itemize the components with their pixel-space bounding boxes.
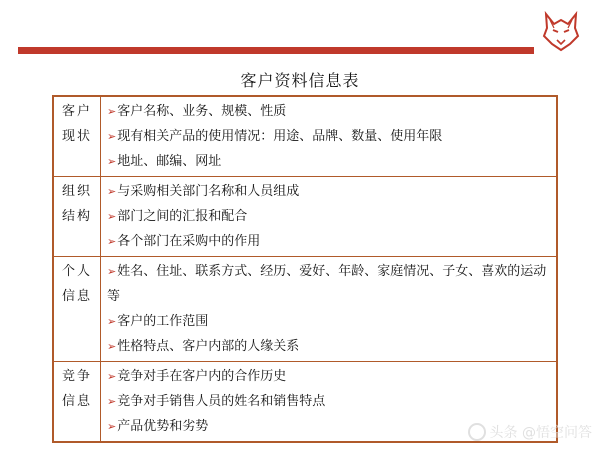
category-cell [53, 177, 101, 257]
toutiao-logo-icon [468, 423, 486, 441]
items-cell [101, 177, 558, 257]
category-label: 组织 [61, 184, 92, 199]
arrow-bullet-icon: ➢ [107, 340, 117, 353]
list-item: ➢竞争对手销售人员的姓名和销售特点 [107, 394, 326, 409]
arrow-bullet-icon: ➢ [107, 395, 117, 408]
arrow-bullet-icon: ➢ [107, 420, 117, 433]
header-bar [18, 47, 534, 54]
arrow-bullet-icon: ➢ [107, 235, 117, 248]
category-label: 信息 [61, 289, 92, 304]
list-item: ➢地址、邮编、网址 [107, 154, 222, 169]
arrow-bullet-icon: ➢ [107, 105, 117, 118]
list-item: ➢各个部门在采购中的作用 [107, 234, 261, 249]
arrow-bullet-icon: ➢ [107, 155, 117, 168]
list-item: ➢与采购相关部门名称和人员组成 [107, 184, 300, 199]
category-label: 竞争 [61, 369, 92, 384]
list-item: ➢客户的工作范围 [107, 314, 209, 329]
arrow-bullet-icon: ➢ [107, 370, 117, 383]
arrow-bullet-icon: ➢ [107, 210, 117, 223]
arrow-bullet-icon: ➢ [107, 265, 117, 278]
category-label: 信息 [61, 394, 92, 409]
category-label: 结构 [61, 209, 92, 224]
category-cell [53, 362, 101, 443]
table-row [53, 177, 557, 257]
table-row [53, 96, 557, 177]
category-label: 现状 [61, 129, 92, 144]
page-title: 客户资料信息表 [240, 71, 360, 90]
category-label: 客户 [61, 104, 92, 119]
arrow-bullet-icon: ➢ [107, 130, 117, 143]
list-item: ➢性格特点、客户内部的人缘关系 [107, 339, 300, 354]
list-item: ➢部门之间的汇报和配合 [107, 209, 248, 224]
list-item: ➢姓名、住址、联系方式、经历、爱好、年龄、家庭情况、子女、喜欢的运动等 [107, 264, 547, 304]
arrow-bullet-icon: ➢ [107, 315, 117, 328]
category-label: 个人 [61, 264, 92, 279]
table-row [53, 257, 557, 362]
list-item: ➢产品优势和劣势 [107, 419, 209, 434]
items-cell [101, 257, 558, 362]
items-cell [101, 96, 558, 177]
list-item: ➢竞争对手在客户内的合作历史 [107, 369, 287, 384]
arrow-bullet-icon: ➢ [107, 185, 117, 198]
watermark-text: 头条 @悟空问答 [489, 425, 592, 441]
customer-info-table [52, 95, 558, 443]
category-cell [53, 96, 101, 177]
list-item: ➢现有相关产品的使用情况：用途、品牌、数量、使用年限 [107, 129, 443, 144]
category-cell [53, 257, 101, 362]
wolf-logo-icon [540, 10, 582, 52]
list-item: ➢客户名称、业务、规模、性质 [107, 104, 287, 119]
watermark [468, 422, 592, 442]
